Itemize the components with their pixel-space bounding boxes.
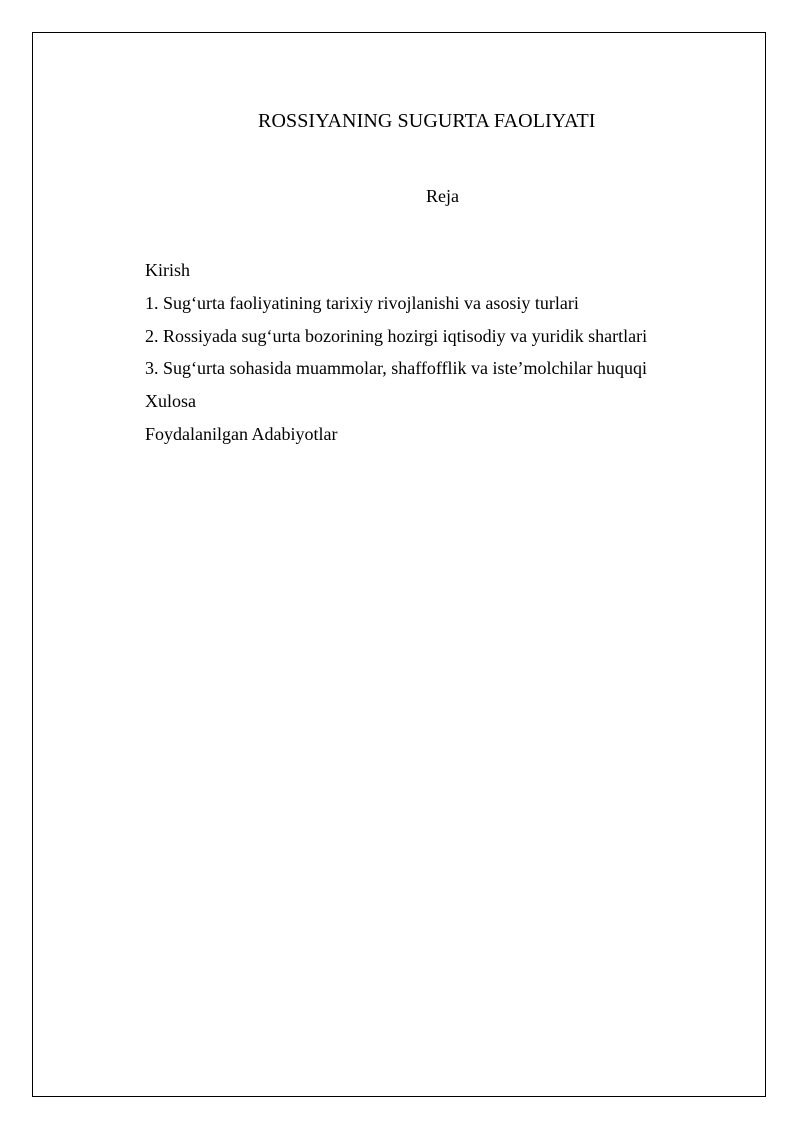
toc-item-introduction: Kirish bbox=[145, 260, 190, 280]
table-of-contents bbox=[145, 258, 647, 455]
page-frame bbox=[32, 32, 766, 1097]
toc-item-chapter-2: 2. Rossiyada sug‘urta bozorining hozirgi iqtisodiy va yuridik shartlari bbox=[145, 325, 648, 346]
toc-item-conclusion: Xulosa bbox=[145, 391, 196, 412]
document-title: ROSSIYANING SUGURTA FAOLIYATI bbox=[258, 110, 596, 132]
plan-heading: Reja bbox=[426, 186, 459, 206]
toc-item-chapter-3: 3. Sug‘urta sohasida muammolar, shaffofflik va iste’molchilar huquqi bbox=[145, 358, 648, 379]
toc-item-references: Foydalanilgan Adabiyotlar bbox=[145, 423, 338, 444]
toc-item-chapter-1: 1. Sug‘urta faoliyatining tarixiy rivojlanishi va asosiy turlari bbox=[145, 292, 579, 313]
